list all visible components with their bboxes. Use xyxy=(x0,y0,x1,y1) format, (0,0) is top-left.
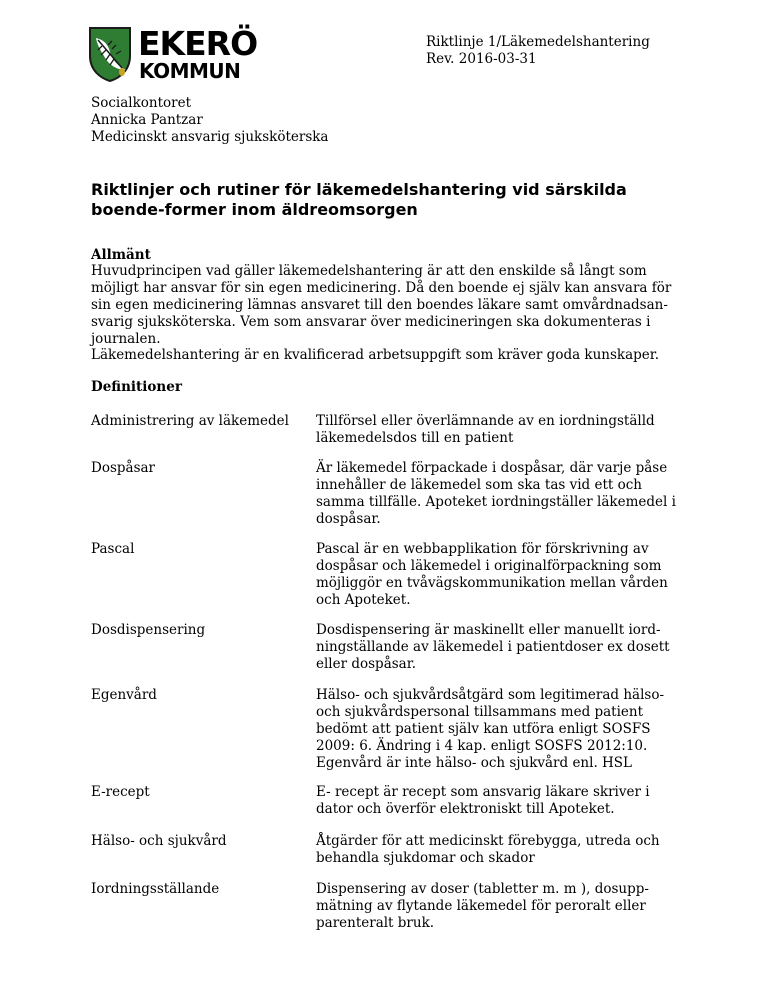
definition-description: Pascal är en webbapplikation för förskrivning av dospåsar och läkemedel i originalförpackning som möjliggör en tvåvägskommunikation mellan vården och Apoteket. xyxy=(316,541,668,608)
definition-term: Egenvård xyxy=(91,687,157,703)
definition-description: Är läkemedel förpackade i dospåsar, där varje påse innehåller de läkemedel som ska tas vid ett och samma tillfälle. Apoteket iordningställer läkemedel i dospåsar. xyxy=(316,460,676,527)
section-heading-definitions: Definitioner xyxy=(91,379,182,395)
definition-description: Dispensering av doser (tabletter m. m ), dosupp-mätning av flytande läkemedel för peroralt eller parenteralt bruk. xyxy=(316,881,649,931)
definition-description: Åtgärder för att medicinskt förebygga, utreda och behandla sjukdomar och skador xyxy=(316,833,660,866)
document-title: Riktlinjer och rutiner för läkemedelshantering vid särskilda boende-former inom äldreomsorgen xyxy=(91,180,627,219)
definition-description: Dosdispensering är maskinellt eller manuellt iord-ningställande av läkemedel i patientdoser ex dosett eller dospåsar. xyxy=(316,622,670,672)
general-paragraph-2: Läkemedelshantering är en kvalificerad arbetsuppgift som kräver goda kunskaper. xyxy=(91,347,660,363)
doc-revision-line: Rev. 2016-03-31 xyxy=(426,51,537,67)
logo-word-kommun: KOMMUN xyxy=(139,59,241,83)
definition-term: Dospåsar xyxy=(91,460,155,476)
definition-term: Iordningsställande xyxy=(91,881,220,897)
definition-description: E- recept är recept som ansvarig läkare skriver i dator och överför elektroniskt till Apoteket. xyxy=(316,784,650,817)
doc-reference-line: Riktlinje 1/Läkemedelshantering xyxy=(426,34,650,50)
oak-leaf-shield-icon xyxy=(88,26,132,82)
definition-term: Administrering av läkemedel xyxy=(91,413,289,429)
general-paragraph-1: Huvudprincipen vad gäller läkemedelshantering är att den enskilde så långt som möjligt har ansvar för sin egen medicinering. Då den boende ej själv kan ansvara för sin egen medicinering lämnas ansvaret till den boendes läkare samt omvårdnadsan-svarig sjuksköterska. Vem som ansvarar över medicineringen ska dokumenteras i journalen. xyxy=(91,263,672,347)
municipality-logo xyxy=(88,26,263,82)
definition-term: E-recept xyxy=(91,784,150,800)
author-role: Medicinskt ansvarig sjuksköterska xyxy=(91,129,329,145)
section-heading-general: Allmänt xyxy=(91,247,151,263)
definition-term: Pascal xyxy=(91,541,135,557)
definition-term: Dosdispensering xyxy=(91,622,206,638)
document-reference xyxy=(426,34,650,68)
definition-description: Tillförsel eller överlämnande av en iordningställd läkemedelsdos till en patient xyxy=(316,413,655,446)
author-block xyxy=(91,95,328,146)
definition-description: Hälso- och sjukvårdsåtgärd som legitimerad hälso-och sjukvårdspersonal tillsammans med patient bedömt att patient själv kan utföra enligt SOSFS 2009: 6. Ändring i 4 kap. enligt SOSFS 2012:10. Egenvård är inte hälso- och sjukvård enl. HSL xyxy=(316,687,665,771)
author-name: Annicka Pantzar xyxy=(91,112,203,128)
definition-term: Hälso- och sjukvård xyxy=(91,833,227,849)
logo-word-ekero: EKERÖ xyxy=(138,24,258,63)
author-office: Socialkontoret xyxy=(91,95,192,111)
